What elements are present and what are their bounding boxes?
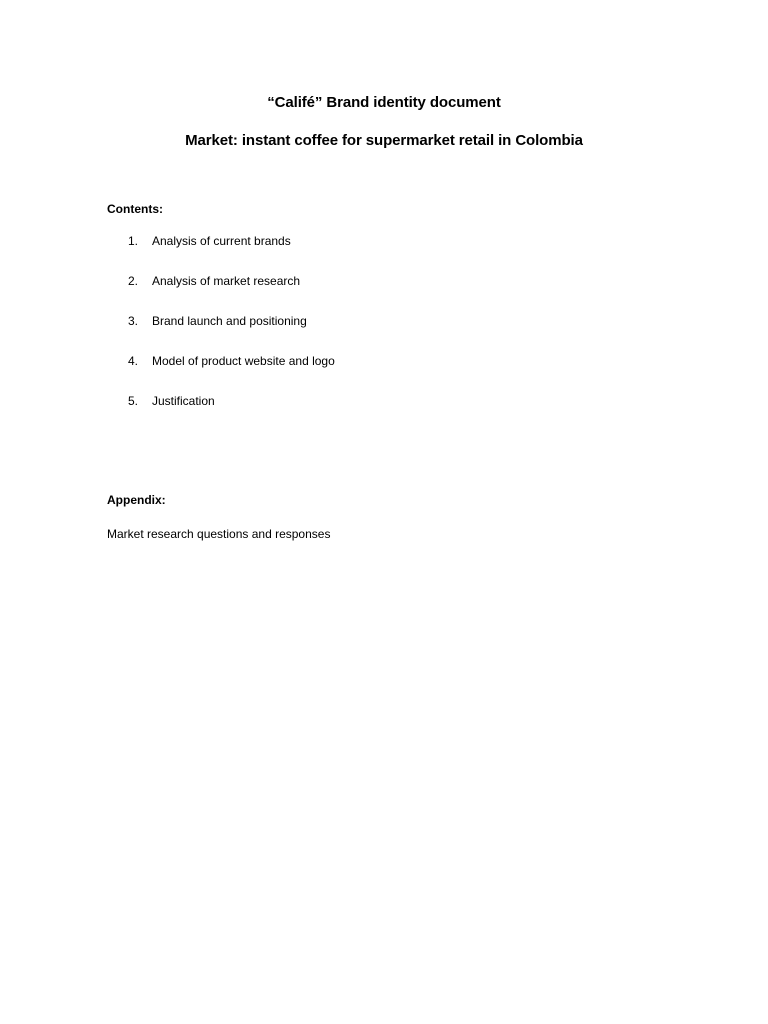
contents-item-text: Model of product website and logo xyxy=(152,354,335,368)
contents-item-number: 4. xyxy=(128,354,139,368)
contents-heading: Contents: xyxy=(107,202,163,216)
contents-item-number: 5. xyxy=(128,394,139,408)
appendix-text: Market research questions and responses xyxy=(107,527,331,541)
contents-item-number: 1. xyxy=(128,234,139,248)
contents-item-text: Brand launch and positioning xyxy=(152,314,307,328)
appendix-heading: Appendix: xyxy=(107,493,166,507)
contents-item-number: 3. xyxy=(128,314,139,328)
contents-item-text: Justification xyxy=(152,394,215,408)
document-subtitle: Market: instant coffee for supermarket retail in Colombia xyxy=(185,132,583,149)
contents-item-text: Analysis of market research xyxy=(152,274,301,288)
document-title: “Califé” Brand identity document xyxy=(267,94,501,111)
contents-item-text: Analysis of current brands xyxy=(152,234,291,248)
contents-item-number: 2. xyxy=(128,274,139,288)
